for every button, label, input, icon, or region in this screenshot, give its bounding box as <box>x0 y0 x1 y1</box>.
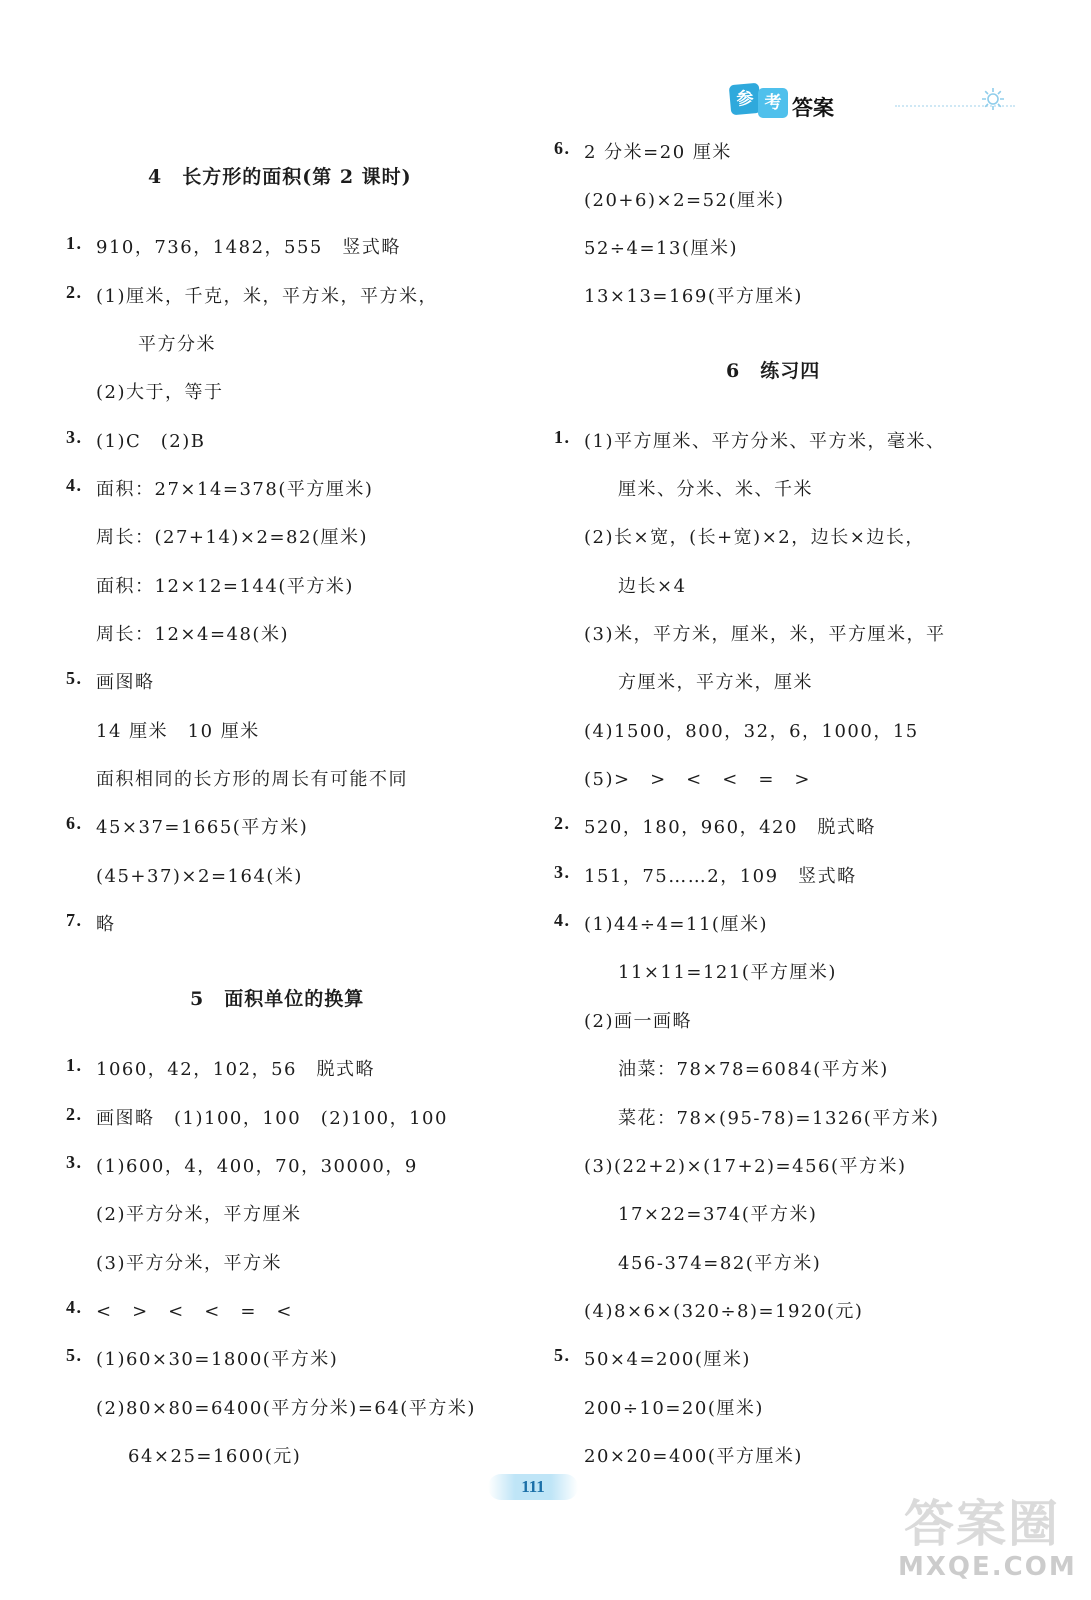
item-text: 边长×4 <box>618 576 687 597</box>
item-text: 520，180，960，420 脱式略 <box>584 817 876 838</box>
item-number: 1. <box>554 427 571 447</box>
item-text: 面积：27×14=378(平方厘米) <box>96 479 374 500</box>
item-number: 1. <box>66 233 83 253</box>
item-text: 厘米、分米、米、千米 <box>618 479 813 500</box>
item-text: 50×4=200(厘米) <box>584 1349 751 1370</box>
item-number: 2. <box>66 282 83 302</box>
item-text: 菜花：78×(95-78)=1326(平方米) <box>618 1108 940 1129</box>
item-text: 14 厘米 10 厘米 <box>96 721 260 742</box>
item-text: (2)平方分米，平方厘米 <box>96 1204 302 1225</box>
item-number: 3. <box>66 427 83 447</box>
item-number: 5. <box>66 668 83 688</box>
item-text: 910，736，1482，555 竖式略 <box>96 237 401 258</box>
item-number: 3. <box>554 862 571 882</box>
header-chip-2: 考 <box>758 88 788 118</box>
item-text: 面积：12×12=144(平方米) <box>96 576 354 597</box>
item-text: 151，75……2，109 竖式略 <box>584 866 857 887</box>
item-text: (1)600，4，400，70，30000，9 <box>96 1156 418 1177</box>
item-text: 周长：(27+14)×2=82(厘米) <box>96 527 369 548</box>
item-text: 平方分米 <box>138 334 216 355</box>
item-text: (45+37)×2=164(米) <box>96 866 303 887</box>
item-text: (1)厘米，千克，米，平方米，平方米， <box>96 286 438 307</box>
item-text: 64×25=1600(元) <box>128 1446 302 1467</box>
header-chip-1: 参 <box>729 83 762 116</box>
item-text: (1)平方厘米、平方分米、平方米，毫米、 <box>584 431 946 452</box>
item-text: 1060，42，102，56 脱式略 <box>96 1059 375 1080</box>
item-text: (3)(22+2)×(17+2)=456(平方米) <box>584 1156 907 1177</box>
item-text: (2)长×宽，(长+宽)×2，边长×边长， <box>584 527 925 548</box>
page-number: 111 <box>488 1474 578 1500</box>
item-text: 油菜：78×78=6084(平方米) <box>618 1059 889 1080</box>
item-text: (4)8×6×(320÷8)=1920(元) <box>584 1301 864 1322</box>
item-text: < > < < = < <box>96 1301 293 1322</box>
item-text: 略 <box>96 914 116 935</box>
item-text: 画图略 (1)100，100 (2)100，100 <box>96 1108 448 1129</box>
item-text: 45×37=1665(平方米) <box>96 817 309 838</box>
item-text: (2)大于，等于 <box>96 382 224 403</box>
item-number: 3. <box>66 1152 83 1172</box>
item-number: 6. <box>554 138 571 158</box>
item-text: 周长：12×4=48(米) <box>96 624 289 645</box>
item-text: 456-374=82(平方米) <box>618 1253 822 1274</box>
item-text: 200÷10=20(厘米) <box>584 1398 764 1419</box>
item-text: (1)44÷4=11(厘米) <box>584 914 768 935</box>
item-text: 方厘米，平方米，厘米 <box>618 672 813 693</box>
gear-icon <box>980 86 1006 112</box>
item-number: 4. <box>66 475 83 495</box>
watermark-bottom: MXQE.COM <box>898 1552 1077 1582</box>
item-number: 2. <box>66 1104 83 1124</box>
item-text: 面积相同的长方形的周长有可能不同 <box>96 769 408 790</box>
item-text: (3)平方分米，平方米 <box>96 1253 282 1274</box>
item-text: (2)80×80=6400(平方分米)=64(平方米) <box>96 1398 476 1419</box>
item-text: (4)1500，800，32，6，1000，15 <box>584 721 919 742</box>
item-number: 4. <box>554 910 571 930</box>
item-text: 20×20=400(平方厘米) <box>584 1446 803 1467</box>
section-title-6: 6 练习四 <box>726 360 821 382</box>
section-title-5: 5 面积单位的换算 <box>190 988 365 1010</box>
item-text: 11×11=121(平方厘米) <box>618 962 837 983</box>
item-text: 2 分米=20 厘米 <box>584 142 732 163</box>
item-text: (5)> > < < = > <box>584 769 811 790</box>
item-number: 5. <box>554 1345 571 1365</box>
section-title-4: 4 长方形的面积(第 2 课时) <box>148 166 412 188</box>
item-text: 画图略 <box>96 672 155 693</box>
item-text: (1)60×30=1800(平方米) <box>96 1349 339 1370</box>
item-text: 17×22=374(平方米) <box>618 1204 818 1225</box>
item-text: 52÷4=13(厘米) <box>584 238 738 259</box>
item-number: 6. <box>66 813 83 833</box>
item-number: 4. <box>66 1297 83 1317</box>
item-text: 13×13=169(平方厘米) <box>584 286 803 307</box>
item-text: (3)米，平方米，厘米，米，平方厘米，平 <box>584 624 946 645</box>
watermark-top: 答案圈 <box>904 1495 1060 1553</box>
answer-header <box>730 84 1030 124</box>
site-watermark <box>898 1480 1077 1590</box>
header-title: 答案 <box>792 96 834 120</box>
item-text: (2)画一画略 <box>584 1011 692 1032</box>
item-text: (1)C (2)B <box>96 431 206 452</box>
item-number: 2. <box>554 813 571 833</box>
item-text: (20+6)×2=52(厘米) <box>584 190 785 211</box>
item-number: 5. <box>66 1345 83 1365</box>
item-number: 7. <box>66 910 83 930</box>
item-number: 1. <box>66 1055 83 1075</box>
